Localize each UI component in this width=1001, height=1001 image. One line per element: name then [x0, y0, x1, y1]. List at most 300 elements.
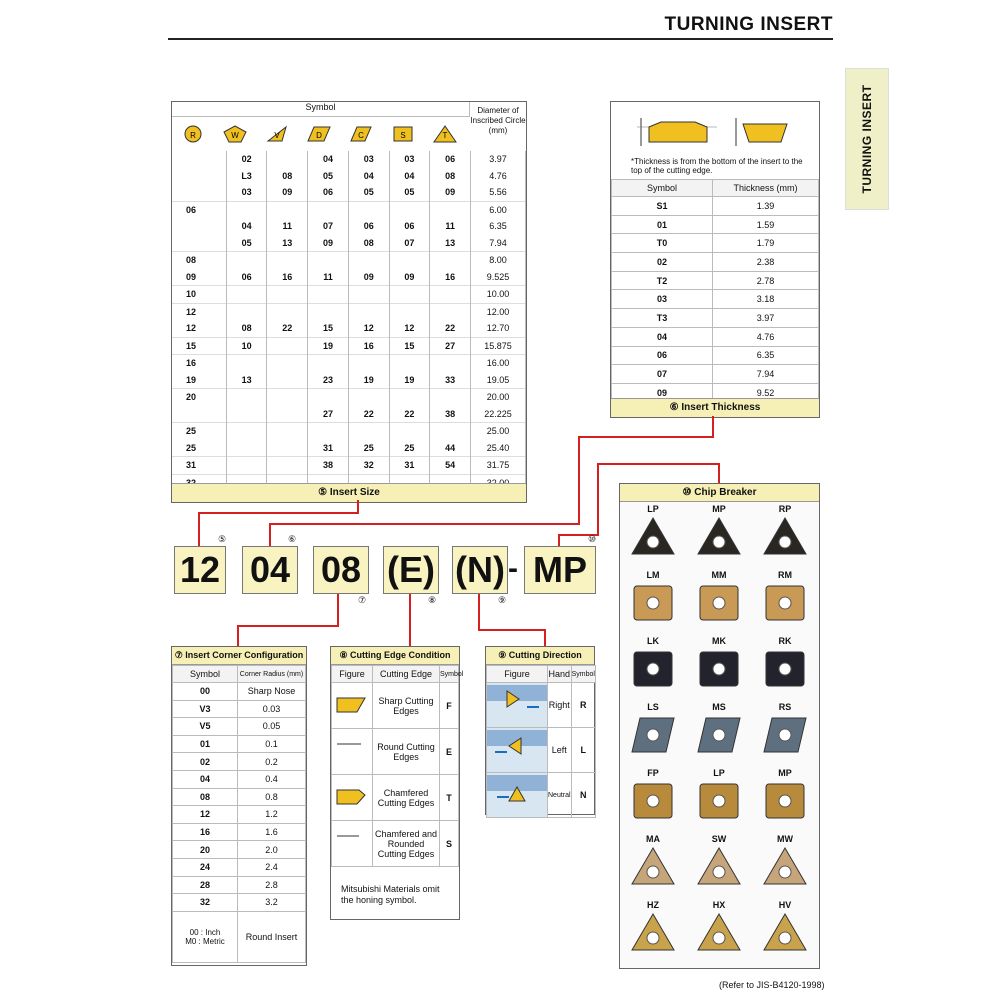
table-cell — [226, 355, 267, 372]
chip-label: RS — [778, 702, 792, 712]
svg-text:T: T — [442, 131, 448, 140]
table-cell — [430, 423, 471, 440]
edge-symbol: T — [440, 775, 459, 821]
table-cell: 27 — [308, 406, 349, 423]
code-edge: (E) — [383, 546, 439, 594]
table-cell — [430, 355, 471, 372]
edge-note: Mitsubishi Materials omit the honing symbol. — [341, 884, 440, 905]
shape-icon-c — [348, 124, 374, 144]
table-row — [487, 683, 596, 728]
diameter-header: Diameter of Inscribed Circle (mm) — [470, 106, 526, 135]
table-cell: 19.05 — [470, 372, 525, 389]
chip-breaker-item — [620, 702, 686, 763]
svg-text:D: D — [316, 131, 322, 140]
table-cell: 33 — [430, 372, 471, 389]
chip-breaker-item — [620, 768, 686, 829]
table-cell: 22 — [267, 320, 308, 337]
corner-rows — [172, 665, 306, 963]
corner-symbol: 32 — [173, 894, 238, 912]
table-cell — [226, 440, 267, 457]
table-row — [487, 773, 596, 818]
table-cell — [226, 406, 267, 423]
chip-breaker-item — [752, 504, 818, 565]
chip-breaker-item — [752, 900, 818, 961]
chip-label: RP — [778, 504, 792, 514]
table-row — [173, 700, 306, 718]
table-cell: 05 — [348, 184, 389, 201]
table-row — [172, 440, 526, 457]
thickness-note: *Thickness is from the bottom of the insert to the top of the cutting edge. — [631, 157, 803, 175]
table-row — [173, 911, 306, 962]
table-cell — [348, 423, 389, 440]
table-cell — [308, 252, 349, 269]
table-cell: 22.225 — [470, 406, 525, 423]
table-row — [612, 215, 819, 234]
table-cell: 19 — [348, 372, 389, 389]
direction-hand: Neutral — [548, 773, 572, 818]
chip-breaker-item — [752, 570, 818, 631]
insert-image-rm — [760, 580, 810, 626]
chip-breaker-item — [752, 834, 818, 895]
table-cell: 04 — [348, 168, 389, 185]
table-cell — [348, 389, 389, 406]
table-cell — [226, 423, 267, 440]
table-row — [332, 683, 459, 729]
table-cell: 12 — [172, 320, 226, 337]
table-row — [487, 728, 596, 773]
table-cell: 12.00 — [470, 303, 525, 320]
thickness-value: 3.18 — [713, 290, 819, 309]
corner-radius: 2.4 — [238, 858, 306, 876]
thickness-value: 4.76 — [713, 327, 819, 346]
chip-breaker-item — [686, 900, 752, 961]
table-cell — [389, 201, 430, 218]
corner-symbol: 02 — [173, 753, 238, 771]
table-cell: 22 — [389, 406, 430, 423]
table-cell — [226, 303, 267, 320]
table-cell: 05 — [226, 235, 267, 252]
svg-text:R: R — [190, 131, 196, 140]
insert-image-rs — [760, 712, 810, 758]
chip-label: MP — [778, 768, 792, 778]
code-dash: - — [508, 552, 518, 585]
table-row — [612, 234, 819, 253]
table-cell: 15 — [389, 337, 430, 355]
table-cell — [430, 303, 471, 320]
table-cell: 9.525 — [470, 269, 525, 286]
corner-radius: 0.1 — [238, 735, 306, 753]
chip-label: HX — [712, 900, 726, 910]
chip-breaker-panel — [619, 483, 820, 969]
insert-image-hz — [628, 910, 678, 956]
insert-image-rp — [760, 514, 810, 560]
table-cell: 15 — [308, 320, 349, 337]
corner-radius: 0.03 — [238, 700, 306, 718]
insert-image-ms — [694, 712, 744, 758]
chip-breaker-item — [620, 834, 686, 895]
col-hand: Hand — [548, 666, 572, 683]
table-cell — [389, 355, 430, 372]
chip-breaker-item — [686, 636, 752, 697]
table-cell: 13 — [226, 372, 267, 389]
chip-label: MS — [712, 702, 726, 712]
chip-label: MP — [712, 504, 726, 514]
table-cell — [172, 168, 226, 185]
thickness-diagram — [631, 112, 801, 156]
chip-breaker-item — [620, 636, 686, 697]
table-row — [173, 718, 306, 736]
table-row — [612, 365, 819, 384]
table-cell: 05 — [308, 168, 349, 185]
table-cell — [267, 406, 308, 423]
table-cell: 09 — [308, 235, 349, 252]
chip-label: LP — [647, 504, 659, 514]
table-cell — [172, 184, 226, 201]
metric-note: M0 : Metric — [185, 936, 225, 946]
insert-size-table — [171, 101, 527, 503]
reference-note: (Refer to JIS-B4120-1998) — [719, 980, 825, 990]
table-cell — [172, 218, 226, 235]
table-cell: 8.00 — [470, 252, 525, 269]
direction-title: ⑨ Cutting Direction — [486, 647, 594, 665]
table-cell: 13 — [267, 235, 308, 252]
table-cell: 06 — [226, 269, 267, 286]
col-thickness: Thickness (mm) — [713, 180, 819, 197]
table-cell: 7.94 — [470, 235, 525, 252]
direction-figure — [487, 773, 548, 818]
cutting-direction-table — [485, 646, 595, 815]
marker-6: ⑥ — [288, 534, 297, 544]
table-cell — [308, 355, 349, 372]
table-cell: 10 — [172, 286, 226, 304]
insert-image-sw — [694, 844, 744, 890]
chip-breaker-item — [752, 702, 818, 763]
chip-breaker-item — [686, 504, 752, 565]
table-cell: 06 — [389, 218, 430, 235]
table-row — [172, 457, 526, 475]
corner-radius: 2.8 — [238, 876, 306, 894]
edge-description: Sharp Cutting Edges — [373, 683, 440, 729]
table-cell: 25.40 — [470, 440, 525, 457]
corner-symbol: 12 — [173, 806, 238, 824]
chip-breaker-item — [620, 900, 686, 961]
svg-text:V: V — [274, 131, 280, 140]
chip-label: LS — [647, 702, 659, 712]
insert-image-lk — [628, 646, 678, 692]
table-cell: 22 — [430, 320, 471, 337]
table-cell: 19 — [172, 372, 226, 389]
table-cell — [389, 252, 430, 269]
corner-configuration-table — [171, 646, 307, 966]
thickness-value: 3.97 — [713, 309, 819, 328]
table-cell: 12 — [389, 320, 430, 337]
thickness-symbol: 02 — [612, 253, 713, 272]
thickness-value: 1.59 — [713, 215, 819, 234]
table-cell: 54 — [430, 457, 471, 475]
corner-radius: 0.05 — [238, 718, 306, 736]
table-cell — [267, 389, 308, 406]
col-symbol: Symbol — [173, 666, 238, 683]
marker-7: ⑦ — [358, 595, 367, 605]
table-row — [172, 372, 526, 389]
edge-description: Round Cutting Edges — [373, 729, 440, 775]
table-cell: 03 — [226, 184, 267, 201]
table-cell: 27 — [430, 337, 471, 355]
table-cell: 31.75 — [470, 457, 525, 475]
table-cell: 09 — [389, 269, 430, 286]
table-cell: 09 — [172, 269, 226, 286]
table-cell: 03 — [389, 151, 430, 168]
table-row — [172, 389, 526, 406]
table-cell — [430, 286, 471, 304]
side-tab — [845, 68, 889, 210]
chip-breaker-item — [686, 834, 752, 895]
page-title: TURNING INSERT — [664, 14, 833, 35]
table-cell — [267, 303, 308, 320]
corner-radius: 0.4 — [238, 770, 306, 788]
col-figure: Figure — [332, 666, 373, 683]
table-cell — [267, 286, 308, 304]
table-row — [172, 184, 526, 201]
thickness-symbol: S1 — [612, 197, 713, 216]
col-figure: Figure — [487, 666, 548, 683]
chip-label: FP — [647, 768, 659, 778]
marker-5: ⑤ — [218, 534, 227, 544]
corner-symbol: 28 — [173, 876, 238, 894]
table-row — [173, 788, 306, 806]
table-row — [172, 235, 526, 252]
table-row — [173, 894, 306, 912]
shape-icon-w — [222, 124, 248, 144]
thickness-symbol: 04 — [612, 327, 713, 346]
table-cell — [348, 355, 389, 372]
table-row — [173, 735, 306, 753]
table-row — [172, 406, 526, 423]
thickness-symbol: T2 — [612, 271, 713, 290]
table-cell: 08 — [267, 168, 308, 185]
edge-symbol: S — [440, 821, 459, 867]
chip-label: LK — [647, 636, 659, 646]
chip-breaker-item — [620, 504, 686, 565]
table-header — [173, 666, 306, 683]
table-row — [172, 151, 526, 168]
table-cell — [430, 252, 471, 269]
table-cell: 12 — [348, 320, 389, 337]
table-cell — [226, 457, 267, 475]
col-symbol: Symbol — [612, 180, 713, 197]
corner-unit-note — [173, 911, 238, 962]
table-cell — [226, 201, 267, 218]
table-cell — [226, 389, 267, 406]
edge-title: ⑧ Cutting Edge Condition — [331, 647, 459, 665]
chip-label: MK — [712, 636, 726, 646]
thickness-value: 6.35 — [713, 346, 819, 365]
shape-icon-v — [264, 124, 290, 144]
thickness-symbol: 07 — [612, 365, 713, 384]
table-cell: 38 — [308, 457, 349, 475]
table-cell — [267, 457, 308, 475]
table-cell — [389, 286, 430, 304]
corner-symbol: V3 — [173, 700, 238, 718]
insert-image-lp — [628, 514, 678, 560]
table-cell: 04 — [389, 168, 430, 185]
thickness-value: 9.52 — [713, 383, 819, 402]
corner-symbol: 20 — [173, 841, 238, 859]
table-row — [612, 290, 819, 309]
thickness-value: 1.79 — [713, 234, 819, 253]
thickness-symbol: 09 — [612, 383, 713, 402]
table-cell: 22 — [348, 406, 389, 423]
corner-title: ⑦ Insert Corner Configuration — [172, 647, 306, 665]
table-row — [612, 346, 819, 365]
table-cell: 11 — [267, 218, 308, 235]
chip-label: LP — [713, 768, 725, 778]
table-cell: 09 — [430, 184, 471, 201]
direction-symbol: N — [571, 773, 595, 818]
table-cell — [226, 252, 267, 269]
insert-image-fp — [628, 778, 678, 824]
chip-breaker-item — [620, 570, 686, 631]
table-cell: 38 — [430, 406, 471, 423]
table-cell — [348, 201, 389, 218]
code-insert-size: 12 — [174, 546, 226, 594]
insert-image-hx — [694, 910, 744, 956]
corner-symbol: V5 — [173, 718, 238, 736]
svg-text:C: C — [358, 131, 364, 140]
table-cell — [308, 423, 349, 440]
corner-symbol: 00 — [173, 683, 238, 701]
table-cell — [172, 151, 226, 168]
table-cell: 5.56 — [470, 184, 525, 201]
table-cell: 08 — [348, 235, 389, 252]
chip-label: HZ — [647, 900, 659, 910]
shape-icon-s — [390, 124, 416, 144]
table-row — [173, 823, 306, 841]
table-cell — [308, 303, 349, 320]
insert-image-hv — [760, 910, 810, 956]
corner-radius: Sharp Nose — [238, 683, 306, 701]
corner-symbol: 01 — [173, 735, 238, 753]
table-cell: 25 — [172, 423, 226, 440]
table-cell: 03 — [348, 151, 389, 168]
table-cell: 07 — [308, 218, 349, 235]
table-cell — [389, 303, 430, 320]
table-row — [332, 775, 459, 821]
table-row — [172, 355, 526, 372]
table-row — [173, 683, 306, 701]
svg-text:S: S — [400, 131, 406, 140]
edge-description: Chamfered Cutting Edges — [373, 775, 440, 821]
table-cell: 09 — [267, 184, 308, 201]
insert-image-mk — [694, 646, 744, 692]
table-header — [612, 180, 819, 197]
table-cell: 16 — [348, 337, 389, 355]
table-cell: 6.00 — [470, 201, 525, 218]
shape-icon-d — [306, 124, 332, 144]
table-cell — [267, 372, 308, 389]
table-row — [612, 271, 819, 290]
table-cell — [308, 286, 349, 304]
chip-title: ⑩ Chip Breaker — [620, 484, 819, 502]
table-cell: 25.00 — [470, 423, 525, 440]
marker-10: ⑩ — [588, 534, 597, 544]
table-cell: 20 — [172, 389, 226, 406]
table-row — [172, 337, 526, 355]
edge-symbol: F — [440, 683, 459, 729]
insert-image-lm — [628, 580, 678, 626]
table-cell: 06 — [430, 151, 471, 168]
table-cell: 11 — [308, 269, 349, 286]
chip-label: MM — [711, 570, 727, 580]
chip-label: HV — [778, 900, 792, 910]
table-cell: 05 — [389, 184, 430, 201]
edge-rows — [331, 665, 464, 867]
table-cell — [267, 151, 308, 168]
table-row — [172, 269, 526, 286]
edge-figure — [332, 821, 373, 867]
insert-image-lp — [694, 778, 744, 824]
direction-figure — [487, 728, 548, 773]
table-cell: 31 — [308, 440, 349, 457]
thickness-value: 1.39 — [713, 197, 819, 216]
corner-radius: 3.2 — [238, 894, 306, 912]
table-row — [173, 806, 306, 824]
corner-symbol: 16 — [173, 823, 238, 841]
table-cell — [348, 252, 389, 269]
insert-image-ls — [628, 712, 678, 758]
table-cell: 07 — [389, 235, 430, 252]
chip-breaker-item — [686, 768, 752, 829]
chip-label: RM — [778, 570, 792, 580]
table-row — [172, 168, 526, 185]
table-row — [612, 327, 819, 346]
table-cell: 15 — [172, 337, 226, 355]
edge-symbol: E — [440, 729, 459, 775]
table-row — [332, 821, 459, 867]
edge-figure — [332, 729, 373, 775]
table-cell: 11 — [430, 218, 471, 235]
table-cell: 3.97 — [470, 151, 525, 168]
table-row — [173, 841, 306, 859]
corner-symbol: 04 — [173, 770, 238, 788]
thickness-symbol: 03 — [612, 290, 713, 309]
table-cell: 20.00 — [470, 389, 525, 406]
thickness-symbol: 01 — [612, 215, 713, 234]
table-row — [173, 858, 306, 876]
table-cell: 44 — [430, 440, 471, 457]
table-row — [172, 201, 526, 218]
table-cell — [308, 201, 349, 218]
edge-figure — [332, 775, 373, 821]
chip-breaker-item — [686, 570, 752, 631]
insert-size-rows — [172, 151, 526, 491]
table-cell — [267, 440, 308, 457]
table-row — [172, 252, 526, 269]
table-cell: 6.35 — [470, 218, 525, 235]
table-cell: 19 — [389, 372, 430, 389]
col-symbol: Symbol — [440, 666, 459, 683]
table-cell — [348, 286, 389, 304]
thickness-value: 2.78 — [713, 271, 819, 290]
table-cell — [267, 355, 308, 372]
table-row — [173, 876, 306, 894]
table-row — [173, 770, 306, 788]
table-cell: 16 — [172, 355, 226, 372]
table-row — [172, 286, 526, 304]
table-row — [172, 303, 526, 320]
code-thickness: 04 — [242, 546, 298, 594]
table-cell: 06 — [308, 184, 349, 201]
